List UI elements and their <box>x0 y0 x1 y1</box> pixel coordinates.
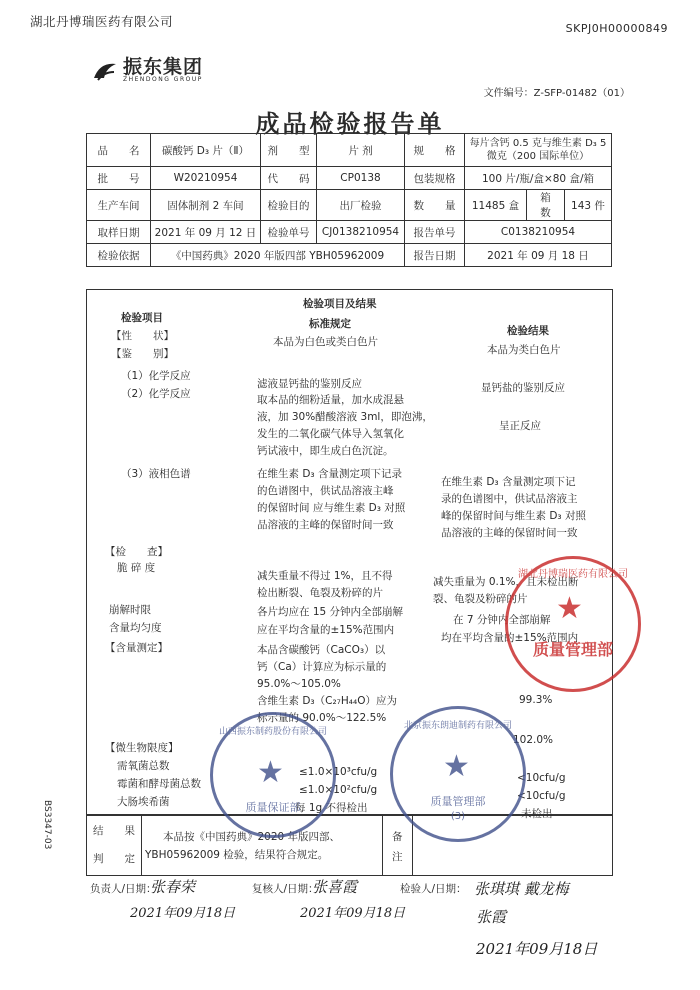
label-dosage-form: 剂 型 <box>261 134 317 167</box>
result-chem-2: 呈正反应 <box>499 420 541 432</box>
item-chem-1: （1）化学反应 <box>121 370 191 382</box>
item-aerobe: 需氧菌总数 <box>117 760 170 772</box>
column-result: 检验结果 <box>507 325 549 337</box>
item-friability: 脆 碎 度 <box>117 562 156 574</box>
item-disintegration: 崩解时限 <box>109 604 151 616</box>
report-title: 成品检验报告单 <box>255 109 445 138</box>
value-boxes: 143 件 <box>565 190 612 221</box>
label-reviewer: 复核人/日期： <box>252 883 319 895</box>
company-stamp-beijing <box>390 706 526 842</box>
result-chem-1: 显钙盐的鉴别反应 <box>481 382 565 394</box>
std-ecoli: 每 1g 不得检出 <box>295 802 368 814</box>
std-mold: ≤1.0×10²cfu/g <box>299 784 378 796</box>
table-row <box>87 134 612 167</box>
stamp-num: (3) <box>450 811 466 822</box>
value-quantity: 11485 盒 <box>465 190 527 221</box>
stamp-text: 北京振东朗迪制药有限公司 <box>403 721 512 731</box>
item-check: 【检 查】 <box>105 546 168 558</box>
quality-dept-stamp <box>505 556 641 692</box>
label-purpose: 检验目的 <box>261 190 317 221</box>
item-micro: 【微生物限度】 <box>105 742 179 754</box>
date-responsible: 2021年09月18日 <box>130 906 236 921</box>
item-uniformity: 含量均匀度 <box>109 622 162 634</box>
value-inspection-no: CJ0138210954 <box>317 221 405 244</box>
label-judgement: 判 定 <box>93 853 135 865</box>
label-sample-date: 取样日期 <box>87 221 151 244</box>
column-item: 检验项目 <box>121 312 163 324</box>
label-report-no: 报告单号 <box>405 221 465 244</box>
result-friability: 减失重量为 0.1%，且未检出断 裂、龟裂及粉碎的片 <box>433 576 579 605</box>
label-spec: 规 格 <box>405 134 465 167</box>
result-uniformity: 均在平均含量的±15%范围内 <box>441 632 579 644</box>
value-batch: W20210954 <box>151 167 261 190</box>
remark-label-2: 注 <box>392 851 403 863</box>
label-package: 包装规格 <box>405 167 465 190</box>
std-assay: 本品含碳酸钙（CaCO₃）以 钙（Ca）计算应为标示量的 95.0%～105.0% 含维生素 D₃（C₂₇H₄₄O）应为 标示量的 90.0%～122.5% <box>257 644 397 724</box>
item-chem-2: （2）化学反应 <box>121 388 191 400</box>
item-appearance: 【性 状】 <box>111 330 174 342</box>
value-report-date: 2021 年 09 月 18 日 <box>465 244 612 267</box>
star-icon: ★ <box>257 755 284 790</box>
signature-inspector-2: 张霞 <box>476 908 507 926</box>
std-disintegration: 各片均应在 15 分钟内全部崩解 <box>257 606 404 618</box>
result-ecoli: 未检出 <box>521 808 553 820</box>
table-row <box>87 244 612 267</box>
column-standard: 标准规定 <box>309 318 351 330</box>
std-appearance: 本品为白色或类白色片 <box>273 336 378 348</box>
star-icon: ★ <box>443 749 470 784</box>
std-chem-1: 滤液显钙盐的鉴别反应 <box>257 378 362 390</box>
date-reviewer: 2021年09月18日 <box>300 906 406 921</box>
result-disintegration: 在 7 分钟内全部崩解 <box>453 614 551 626</box>
stamp-text: 湖北丹博瑞医药有限公司 <box>518 569 628 580</box>
item-assay: 【含量测定】 <box>105 642 168 654</box>
label-boxes: 箱 数 <box>527 190 565 221</box>
stamp-sub: 质量保证部 <box>245 801 301 814</box>
label-inspector: 检验人/日期： <box>400 883 467 895</box>
conclusion-section <box>86 814 613 876</box>
result-aerobe: <10cfu/g <box>517 772 566 784</box>
result-mold: <10cfu/g <box>517 790 566 802</box>
item-ecoli: 大肠埃希菌 <box>117 796 170 808</box>
stamp-text: 山西振东制药股份有限公司 <box>219 727 328 737</box>
value-package: 100 片/瓶/盒×80 盒/箱 <box>465 167 612 190</box>
results-section <box>86 289 613 820</box>
table-row <box>87 190 612 221</box>
std-chem-2: 取本品的细粉适量，加水成混悬 液，加 30%醋酸溶液 3ml，即泡沸， 发生的二氧化碳气体导入氢氧化 钙试液中，即生成白色沉淀。 <box>257 394 433 457</box>
conclusion-text-1: 本品按《中国药典》2020 年版四部、 <box>163 831 341 843</box>
signature-responsible: 张春荣 <box>150 878 196 896</box>
value-purpose: 出厂检验 <box>317 190 405 221</box>
item-identification: 【鉴 别】 <box>111 348 174 360</box>
label-code: 代 码 <box>261 167 317 190</box>
label-product: 品 名 <box>87 134 151 167</box>
value-basis: 《中国药典》2020 年版四部 YBH05962009 <box>151 244 405 267</box>
company-header: 湖北丹博瑞医药有限公司 <box>30 14 174 29</box>
value-report-no: C0138210954 <box>465 221 612 244</box>
std-aerobe: ≤1.0×10³cfu/g <box>299 766 378 778</box>
label-workshop: 生产车间 <box>87 190 151 221</box>
logo-english: ZHENDONG GROUP <box>123 76 203 83</box>
label-result: 结 果 <box>93 825 135 837</box>
value-spec: 每片含钙 0.5 克与维生素 D₃ 5 微克（200 国际单位） <box>465 134 612 167</box>
std-hplc: 在维生素 D₃ 含量测定项下记录 的色谱图中，供试品溶液主峰 的保留时间 应与维生素 D₃ 对照 品溶液的主峰的保留时间一致 <box>257 468 406 531</box>
label-quantity: 数 量 <box>405 190 465 221</box>
item-hplc: （3）液相色谱 <box>121 468 191 480</box>
std-friability: 减失重量不得过 1%，且不得 检出断裂、龟裂及粉碎的片 <box>257 570 393 599</box>
section-heading: 检验项目及结果 <box>303 298 377 310</box>
result-assay-vitd3: 102.0% <box>513 734 554 746</box>
date-inspector: 2021年09月18日 <box>476 940 598 958</box>
label-inspection-no: 检验单号 <box>261 221 317 244</box>
signature-inspector: 张琪琪 戴龙梅 <box>474 880 569 898</box>
label-basis: 检验依据 <box>87 244 151 267</box>
table-row <box>87 167 612 190</box>
value-workshop: 固体制剂 2 车间 <box>151 190 261 221</box>
header-table <box>86 133 612 267</box>
company-stamp-shanxi <box>210 712 336 838</box>
label-batch: 批 号 <box>87 167 151 190</box>
signature-reviewer: 张喜霞 <box>312 878 358 896</box>
zhendong-logo-icon <box>92 60 118 82</box>
value-dosage-form: 片 剂 <box>317 134 405 167</box>
value-code: CP0138 <box>317 167 405 190</box>
document-code: SKPJ0H00000849 <box>565 22 668 35</box>
item-mold: 霉菌和酵母菌总数 <box>117 778 201 790</box>
label-responsible: 负责人/日期： <box>90 883 157 895</box>
label-report-date: 报告日期 <box>405 244 465 267</box>
file-number: 文件编号：Z-SFP-01482（01） <box>483 88 630 99</box>
value-product: 碳酸钙 D₃ 片（Ⅱ） <box>151 134 261 167</box>
value-sample-date: 2021 年 09 月 12 日 <box>151 221 261 244</box>
logo-chinese: 振东集团 <box>123 56 204 78</box>
result-hplc: 在维生素 D₃ 含量测定项下记 录的色谱图中，供试品溶液主 峰的保留时间与维生素 D₃ 对照 品溶液的主峰的保留时间一致 <box>441 476 586 539</box>
remark-label-1: 备 <box>392 831 403 843</box>
result-appearance: 本品为类白色片 <box>487 344 561 356</box>
std-uniformity: 应在平均含量的±15%范围内 <box>257 624 395 636</box>
table-row <box>87 221 612 244</box>
conclusion-text-2: YBH05962009 检验，结果符合规定。 <box>145 849 329 861</box>
stamp-sub: 质量管理部 <box>532 640 613 659</box>
company-logo <box>92 58 203 83</box>
stamp-sub: 质量管理部 <box>430 795 486 808</box>
star-icon: ★ <box>556 591 583 626</box>
result-assay-calcium: 99.3% <box>519 694 553 706</box>
side-code: BS3347-03 <box>42 800 52 850</box>
